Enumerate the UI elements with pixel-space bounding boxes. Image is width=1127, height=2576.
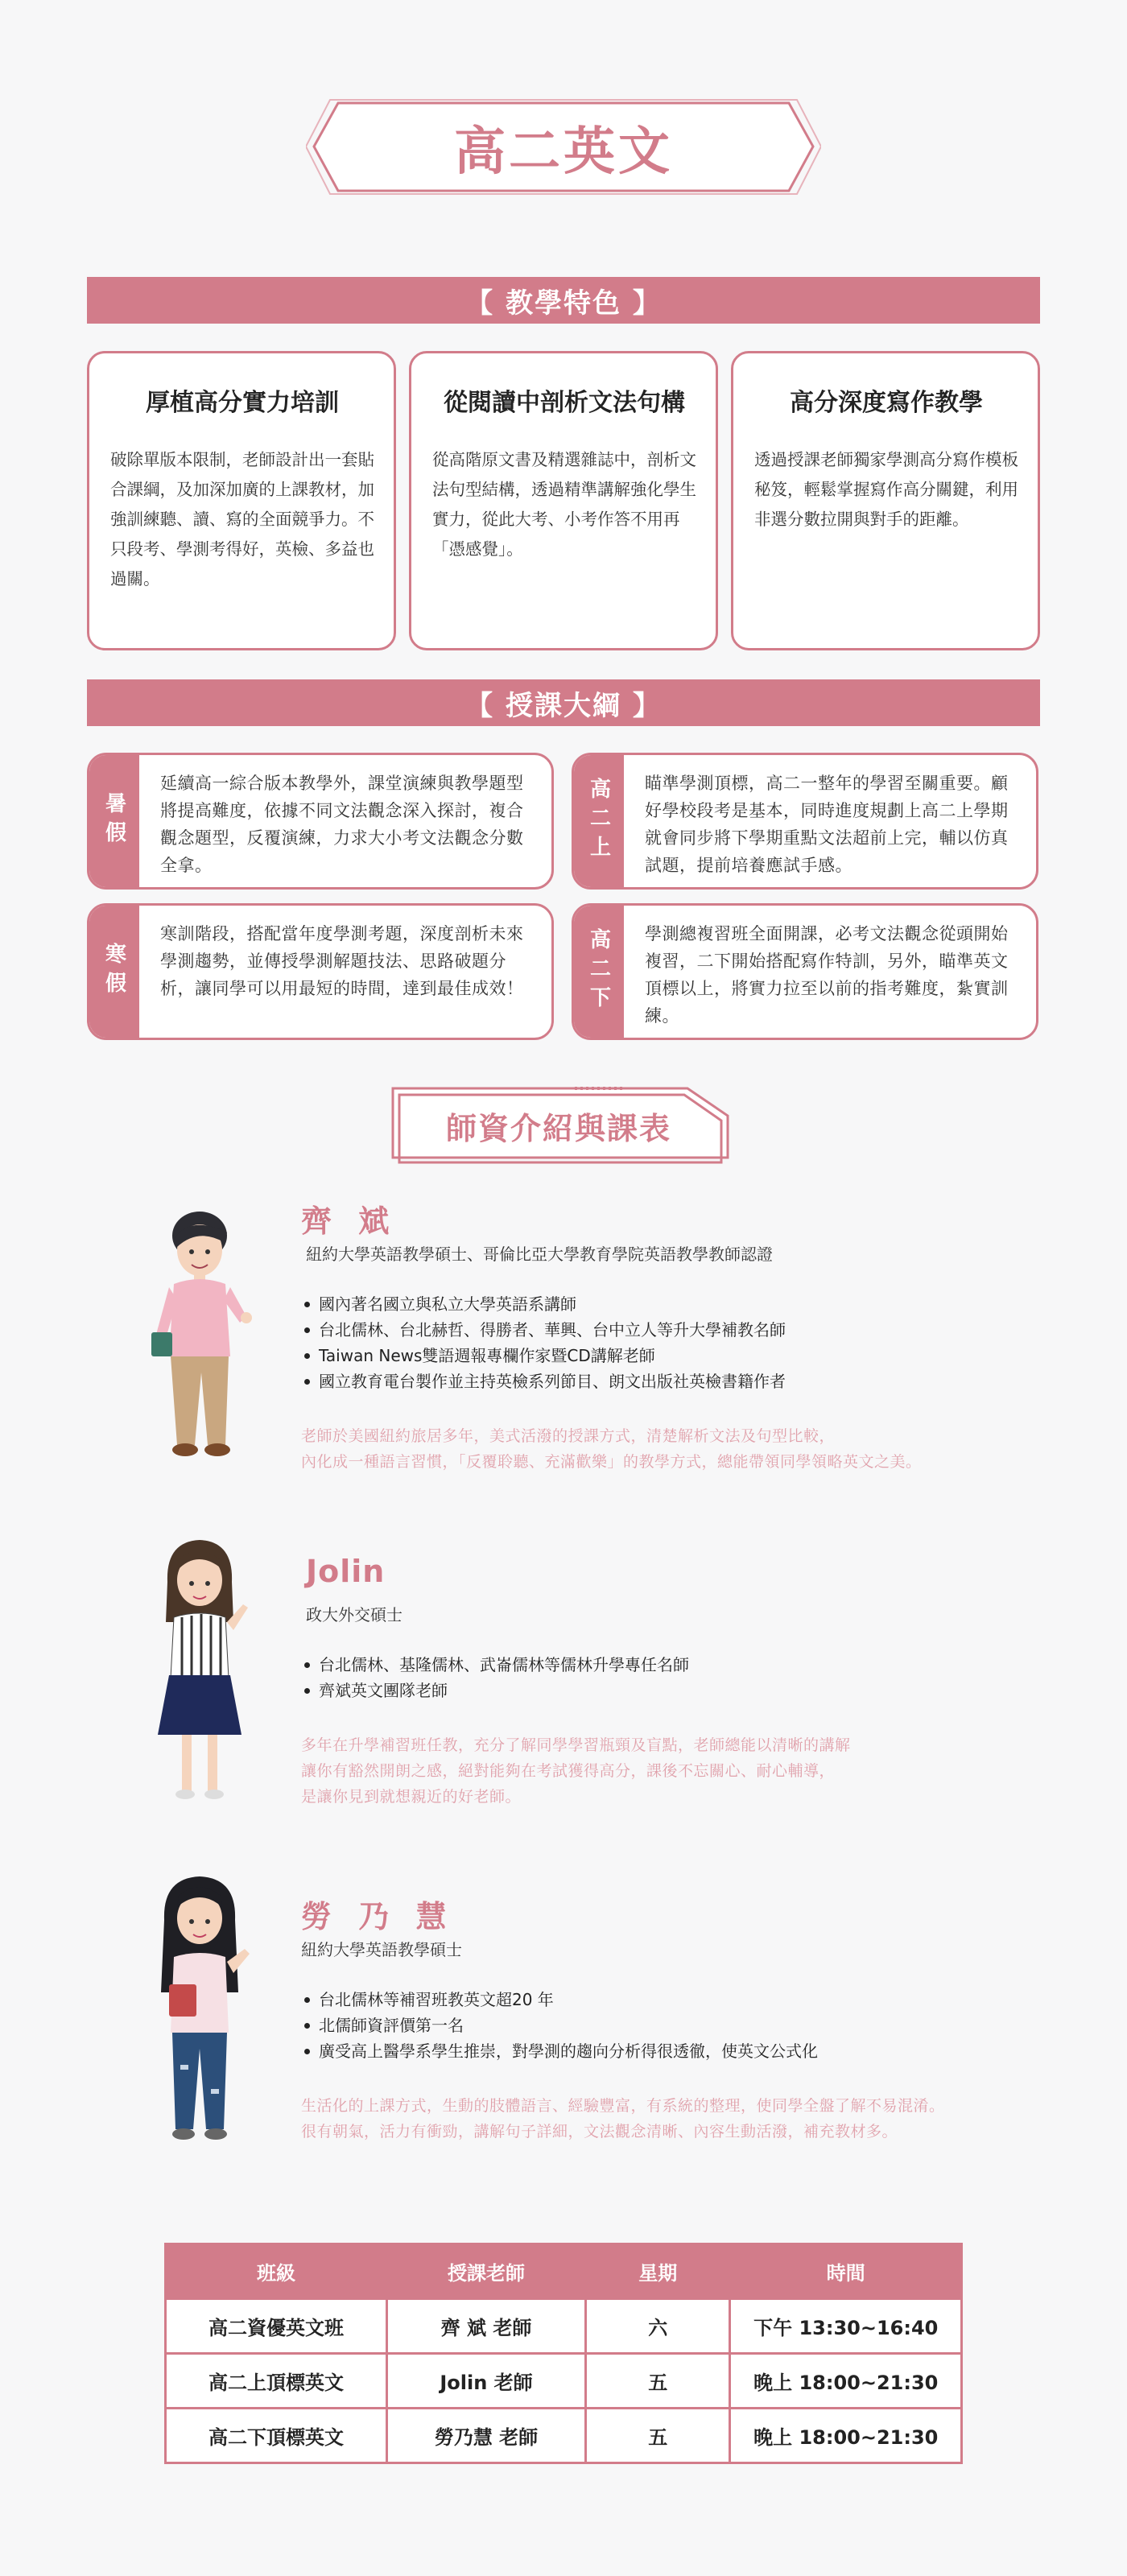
feature-card-2 [409, 351, 718, 650]
description-line: 是讓你見到就想親近的好老師。 [301, 1788, 522, 1806]
outline-tag: 高二下 [574, 906, 624, 1038]
teacher-degree: 紐約大學英語教學碩士、哥倫比亞大學教育學院英語教學教師認證 [306, 1245, 773, 1264]
table-cell: 五 [586, 2409, 730, 2463]
table-cell: 晚上 18:00~21:30 [730, 2409, 962, 2463]
table-cell: 高二資優英文班 [166, 2299, 387, 2354]
description-line: 讓你有豁然開朗之感，絕對能夠在考試獲得高分，課後不忘關心、耐心輔導， [301, 1762, 836, 1780]
table-cell: 勞乃慧 老師 [386, 2409, 585, 2463]
teacher-avatar-jolin [150, 1534, 254, 1810]
table-header-row [166, 2244, 962, 2299]
feature-title: 厚植高分實力培訓 [146, 389, 339, 417]
outline-item-grade2-first [572, 753, 1038, 890]
description-line: 內化成一種語言習慣，「反覆聆聽、充滿歡樂」的教學方式，總能帶領同學領略英文之美。 [301, 1453, 922, 1471]
teacher-description [301, 2093, 1050, 2145]
page-title: 高二英文 [454, 122, 673, 182]
table-row [166, 2409, 962, 2463]
teacher-name: 齊 斌 [301, 1203, 398, 1239]
teacher-name: 勞 乃 慧 [301, 1899, 455, 1934]
description-line: 老師於美國紐約旅居多年，美式活潑的授課方式，清楚解析文法及句型比較， [301, 1427, 836, 1445]
feature-body: 破除單版本限制，老師設計出一套貼合課綱，及加深加廣的上課教材，加強訓練聽、讀、寫的全面競爭力。不只段考、學測考得好，英檢、多益也過關。 [110, 450, 374, 588]
outline-text: 延續高一綜合版本教學外，課堂演練與教學題型將提高難度，依據不同文法觀念深入探討，複合觀念題型，反覆演練，力求大小考文法觀念分數全拿。 [160, 774, 524, 875]
page-title-banner [306, 97, 821, 197]
teacher-name: Jolin [306, 1554, 386, 1589]
credential-item: 台北儒林、基隆儒林、武崙儒林等儒林升學專任名師 [301, 1652, 993, 1678]
description-line: 很有朝氣，活力有衝勁，講解句子詳細，文法觀念清晰、內容生動活潑，補充教材多。 [301, 2123, 898, 2140]
teachers-heading-banner [390, 1077, 737, 1166]
feature-card-3 [731, 351, 1040, 650]
column-header: 班級 [166, 2244, 387, 2299]
teacher-credentials [301, 1652, 993, 1703]
credential-item: 廣受高上醫學系學生推崇，對學測的趨向分析得很透徹，使英文公式化 [301, 2038, 993, 2064]
outline-text: 學測總複習班全面開課，必考文法觀念從頭開始複習，二下開始搭配寫作特訓，另外，瞄準英文頂標以上，將實力拉至以前的指考難度，紮實訓練。 [645, 924, 1009, 1026]
teacher-description [301, 1423, 1026, 1475]
teacher-description [301, 1732, 1026, 1810]
table-cell: 高二下頂標英文 [166, 2409, 387, 2463]
column-header: 授課老師 [386, 2244, 585, 2299]
credential-item: 國內著名國立與私立大學英語系講師 [301, 1291, 993, 1317]
description-line: 生活化的上課方式，生動的肢體語言、經驗豐富，有系統的整理，使同學全盤了解不易混淆。 [301, 2097, 945, 2115]
outline-tag: 高二上 [574, 755, 624, 887]
credential-item: 北儒師資評價第一名 [301, 2013, 993, 2038]
feature-title: 高分深度寫作教學 [790, 389, 983, 417]
outline-tag: 寒假 [89, 906, 139, 1038]
teacher-degree: 政大外交碩士 [306, 1605, 402, 1624]
column-header: 時間 [730, 2244, 962, 2299]
table-cell: 六 [586, 2299, 730, 2354]
teacher-avatar-lao-nai-hui [150, 1872, 254, 2157]
teacher-credentials [301, 1987, 993, 2064]
outline-heading: 【 授課大綱 】 [87, 679, 1040, 726]
features-heading: 【 教學特色 】 [87, 277, 1040, 324]
table-cell: Jolin 老師 [386, 2354, 585, 2409]
outline-item-summer [87, 753, 554, 890]
table-cell: 五 [586, 2354, 730, 2409]
credential-item: 齊斌英文團隊老師 [301, 1678, 993, 1703]
teacher-avatar-qi-bin [150, 1203, 254, 1472]
table-cell: 下午 13:30~16:40 [730, 2299, 962, 2354]
schedule-table [164, 2243, 963, 2464]
outline-tag: 暑假 [89, 755, 139, 887]
credential-item: 國立教育電台製作並主持英檢系列節目、朗文出版社英檢書籍作者 [301, 1368, 993, 1394]
feature-card-1 [87, 351, 396, 650]
outline-item-winter [87, 903, 554, 1040]
teacher-degree: 紐約大學英語教學碩士 [301, 1940, 462, 1959]
credential-item: 台北儒林、台北赫哲、得勝者、華興、台中立人等升大學補教名師 [301, 1317, 993, 1343]
table-cell: 齊 斌 老師 [386, 2299, 585, 2354]
feature-body: 從高階原文書及精選雜誌中，剖析文法句型結構，透過精準講解強化學生實力，從此大考、小考作答不用再「憑感覺」。 [432, 450, 696, 559]
outline-text: 瞄準學測頂標，高二一整年的學習至關重要。顧好學校段考是基本，同時進度規劃上高二上學期就會同步將下學期重點文法超前上完，輔以仿真試題，提前培養應試手感。 [645, 774, 1009, 875]
table-row [166, 2299, 962, 2354]
feature-title: 從閱讀中剖析文法句構 [444, 389, 685, 417]
outline-text: 寒訓階段，搭配當年度學測考題，深度剖析未來學測趨勢，並傳授學測解題技法、思路破題分析，讓同學可以用最短的時間，達到最佳成效！ [160, 924, 524, 998]
credential-item: Taiwan News雙語週報專欄作家暨CD講解老師 [301, 1343, 993, 1368]
outline-item-grade2-second [572, 903, 1038, 1040]
description-line: 多年在升學補習班任教，充分了解同學學習瓶頸及盲點，老師總能以清晰的講解 [301, 1736, 851, 1754]
table-cell: 高二上頂標英文 [166, 2354, 387, 2409]
teachers-heading: 師資介紹與課表 [445, 1110, 671, 1146]
feature-body: 透過授課老師獨家學測高分寫作模板秘笈，輕鬆掌握寫作高分關鍵，利用非選分數拉開與對手的距離。 [754, 450, 1018, 529]
table-cell: 晚上 18:00~21:30 [730, 2354, 962, 2409]
teacher-credentials [301, 1291, 993, 1394]
table-row [166, 2354, 962, 2409]
column-header: 星期 [586, 2244, 730, 2299]
credential-item: 台北儒林等補習班教英文超20 年 [301, 1987, 993, 2013]
